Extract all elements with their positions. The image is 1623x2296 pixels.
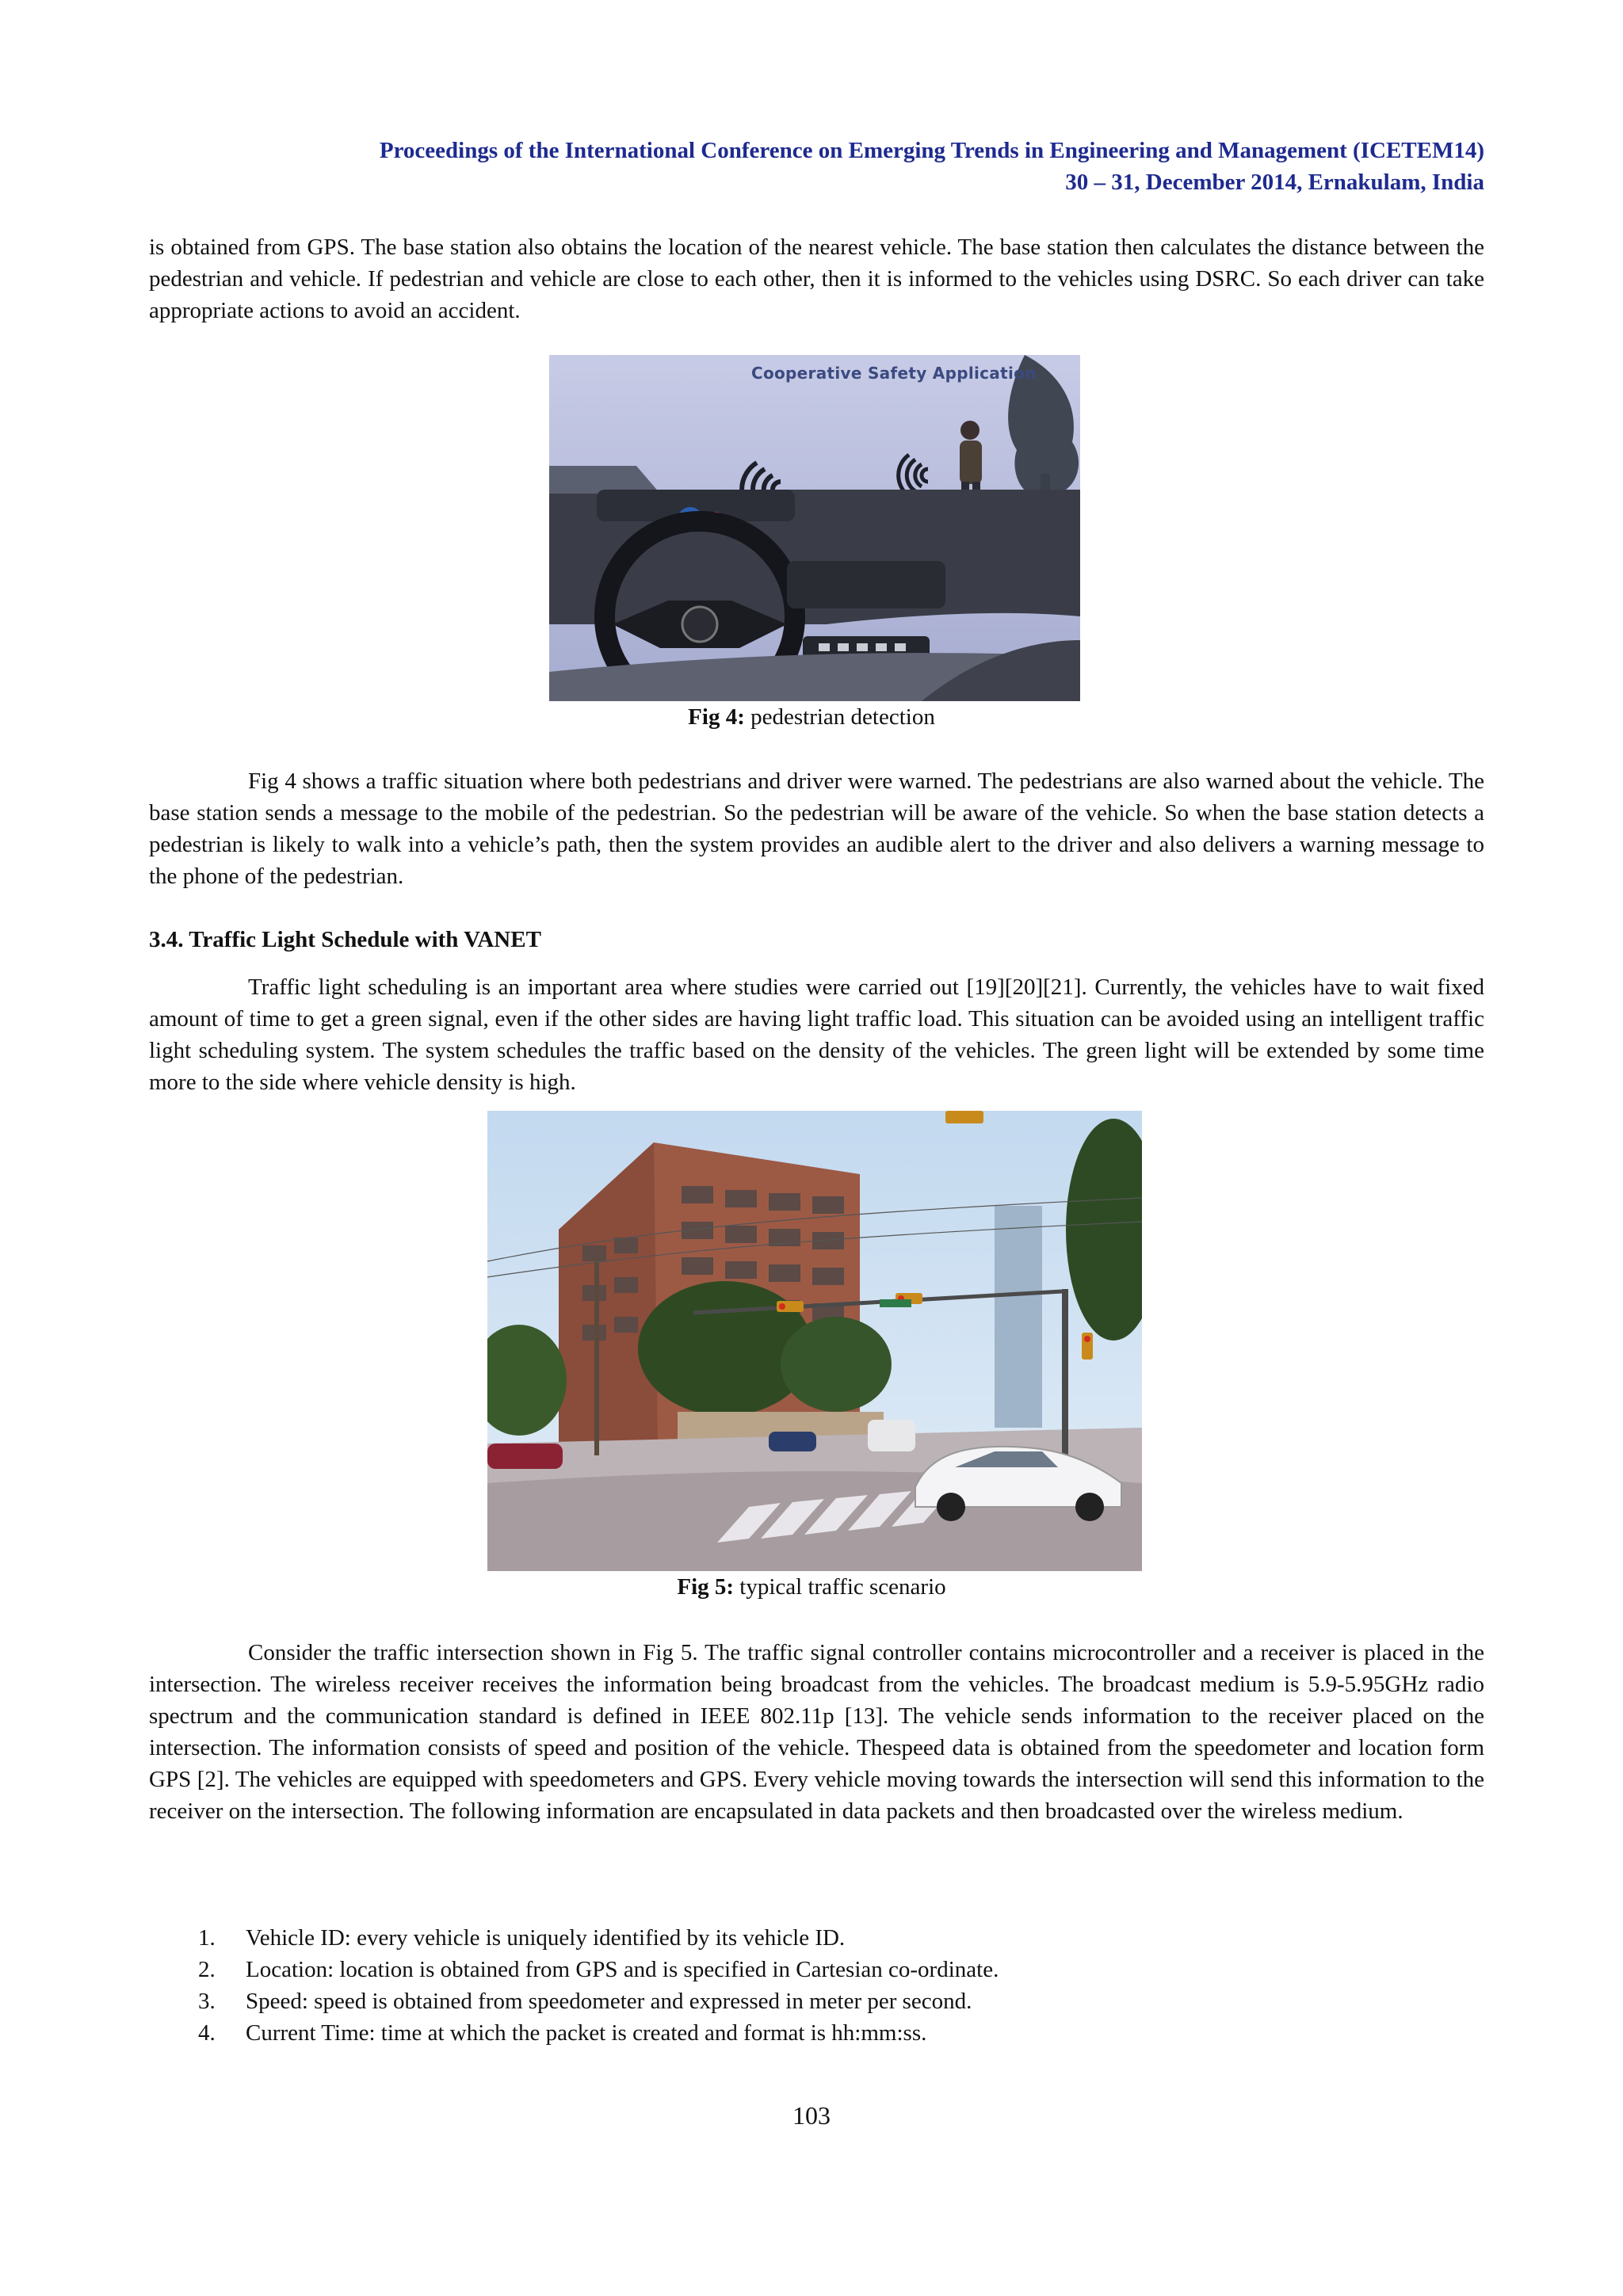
section-heading: 3.4. Traffic Light Schedule with VANET xyxy=(149,927,541,952)
page-number: 103 xyxy=(792,2101,831,2130)
list-number: 2. xyxy=(198,1957,216,1982)
figure-5-label: Fig 5: xyxy=(677,1574,735,1600)
paragraph-1: is obtained from GPS. The base station also obtains the location of the nearest vehicle. The base station then calculates the distance between the pedestrian and vehicle. If pedestrian and vehicle are close to each other, then it is informed to the vehicles using DSRC. So each driver can take appropriate actions to avoid an accident. xyxy=(149,235,1484,323)
packet-fields-list xyxy=(198,1922,1466,2049)
list-number: 4. xyxy=(198,2020,216,2046)
list-number: 3. xyxy=(198,1989,216,2014)
paragraph-2: Fig 4 shows a traffic situation where both pedestrians and driver were warned. The pedestrians are also warned about the vehicle. The base station sends a message to the mobile of the pedestrian. So the pedestrian will be aware of the vehicle. So when the base station detects a pedestrian is likely to walk into a vehicle’s path, then the system provides an audible alert to the driver and also delivers a warning message to the phone of the pedestrian. xyxy=(149,769,1484,889)
list-item xyxy=(198,1954,1466,1985)
figure-4-label: Fig 4: xyxy=(688,704,745,730)
figure-5-caption xyxy=(0,1571,1623,1603)
list-text: Vehicle ID: every vehicle is uniquely identified by its vehicle ID. xyxy=(246,1925,846,1951)
header-line-2: 30 – 31, December 2014, Ernakulam, India xyxy=(1065,170,1484,195)
paragraph-4: Consider the traffic intersection shown in Fig 5. The traffic signal controller contains microcontroller and a receiver is placed in the intersection. The wireless receiver receives the information being broadcast from the vehicles. The broadcast medium is 5.9-5.95GHz radio spectrum and the communication standard is defined in IEEE 802.11p [13]. The vehicle sends information to the receiver placed on the intersection. The information consists of speed and position of the vehicle. Thespeed data is obtained from the speedometer and location form GPS [2]. The vehicles are equipped with speedometers and GPS. Every vehicle moving towards the intersection will send this information to the receiver on the intersection. The following information are encapsulated in data packets and then broadcasted over the wireless medium. xyxy=(149,1640,1484,1824)
list-text: Speed: speed is obtained from speedometer and expressed in meter per second. xyxy=(246,1989,972,2014)
figure-4-title: Cooperative Safety Application xyxy=(751,364,1037,383)
figure-5-caption-text: typical traffic scenario xyxy=(734,1574,946,1600)
pedestrian-head xyxy=(960,421,980,440)
figure-4-caption-text: pedestrian detection xyxy=(744,704,935,730)
list-number: 1. xyxy=(198,1925,216,1951)
conference-header xyxy=(0,135,1484,198)
list-text: Current Time: time at which the packet is created and format is hh:mm:ss. xyxy=(246,2020,927,2046)
list-item xyxy=(198,2017,1466,2049)
list-item xyxy=(198,1922,1466,1954)
figure-5-image xyxy=(487,1111,1142,1571)
street-name-sign xyxy=(880,1299,911,1307)
traffic-intersection-photo xyxy=(487,1111,1142,1571)
pedestrian-detection-illustration xyxy=(549,355,1080,701)
figure-4-image xyxy=(549,355,1080,701)
paragraph-3: Traffic light scheduling is an important area where studies were carried out [19][20][21]. Currently, the vehicles have to wait fixed amount of time to get a green signal, even if the other sides are having light traffic load. This situation can be avoided using an intelligent traffic light scheduling system. The system schedules the traffic based on the density of the vehicles. The green light will be extended by some time more to the side where vehicle density is high. xyxy=(149,974,1484,1095)
header-line-1: Proceedings of the International Conference on Emerging Trends in Engineering and Management (ICETEM14) xyxy=(379,138,1484,163)
list-item xyxy=(198,1985,1466,2017)
list-text: Location: location is obtained from GPS and is specified in Cartesian co-ordinate. xyxy=(246,1957,999,1982)
figure-4-caption xyxy=(0,701,1623,733)
